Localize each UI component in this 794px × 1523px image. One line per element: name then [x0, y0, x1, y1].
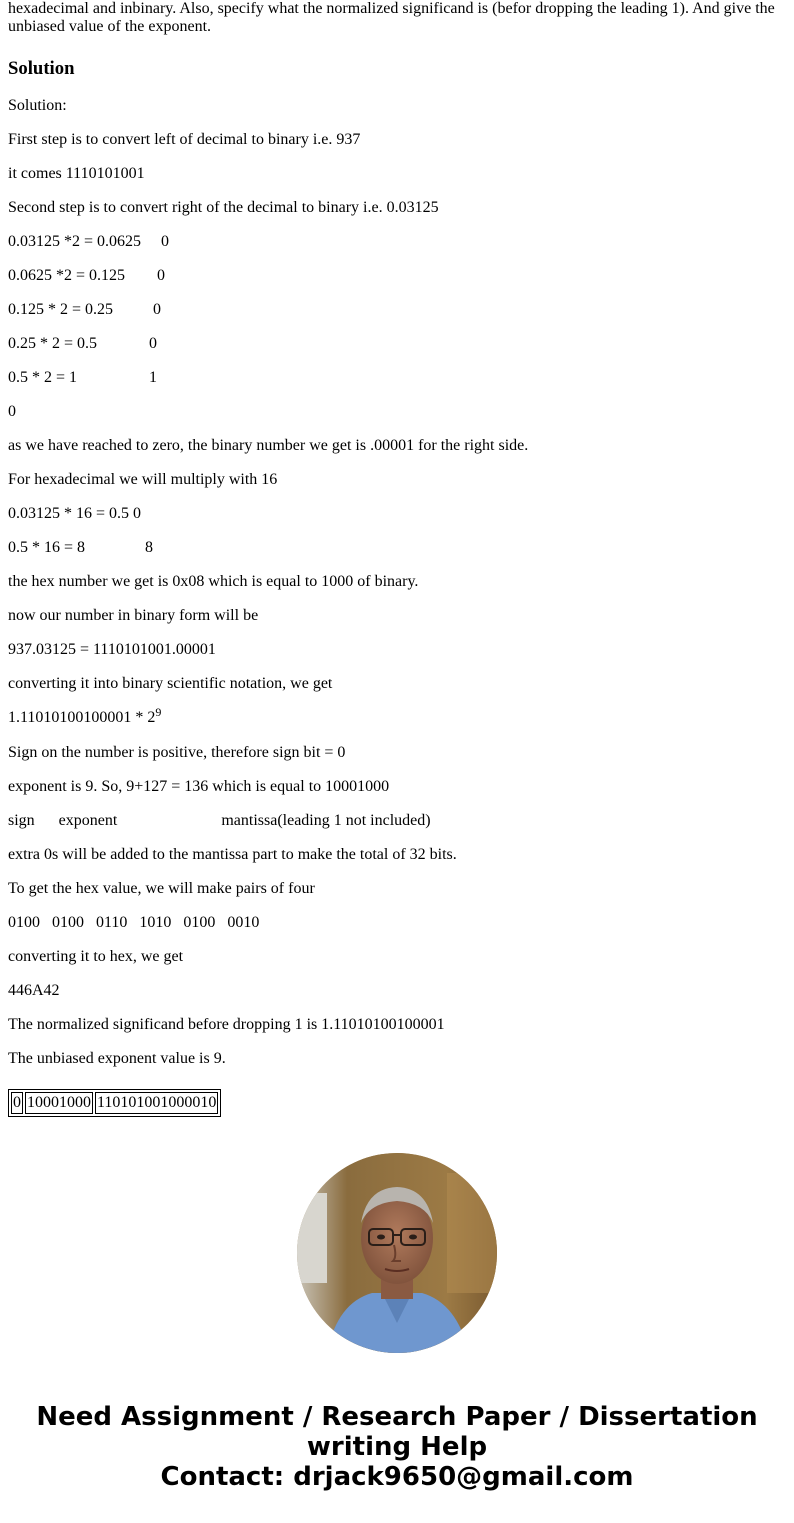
solution-line: Sign on the number is positive, therefore sign bit = 0 — [8, 744, 346, 761]
footer-contact-email: Contact: drjack9650@gmail.com — [160, 1462, 634, 1492]
scientific-notation-line — [8, 705, 788, 744]
solution-line: 0.03125 *2 = 0.0625 0 — [8, 233, 170, 250]
footer-line-2: writing Help — [306, 1432, 488, 1462]
solution-body — [8, 97, 788, 1084]
solution-line: 0.5 * 2 = 1 1 — [8, 369, 158, 386]
solution-line: 0.03125 * 16 = 0.5 0 — [8, 505, 142, 522]
solution-line: For hexadecimal we will multiply with 16 — [8, 471, 278, 488]
solution-line: the hex number we get is 0x08 which is equal to 1000 of binary. — [8, 573, 419, 590]
solution-line: 0.5 * 16 = 8 8 — [8, 539, 154, 556]
solution-line: sign exponent mantissa(leading 1 not included) — [8, 812, 431, 829]
solution-line: 937.03125 = 1110101001.00001 — [8, 641, 216, 658]
exponent-bits-cell: 10001000 — [25, 1092, 93, 1114]
solution-line: 446A42 — [8, 982, 60, 999]
solution-line: converting it into binary scientific notation, we get — [8, 675, 333, 692]
table-row — [11, 1092, 218, 1114]
solution-line: First step is to convert left of decimal to binary i.e. 937 — [8, 131, 361, 148]
scientific-base: 1.11010100100001 * 2 — [8, 709, 156, 726]
solution-line: The unbiased exponent value is 9. — [8, 1050, 226, 1067]
solution-line: To get the hex value, we will make pairs of four — [8, 880, 315, 897]
ieee-bits-table — [8, 1089, 221, 1117]
footer-contact — [0, 1402, 794, 1492]
sign-bit-cell: 0 — [11, 1092, 23, 1114]
solution-line: Second step is to convert right of the decimal to binary i.e. 0.03125 — [8, 199, 439, 216]
solution-line: exponent is 9. So, 9+127 = 136 which is equal to 10001000 — [8, 778, 390, 795]
solution-line: 0.125 * 2 = 0.25 0 — [8, 301, 162, 318]
scientific-exponent: 9 — [155, 705, 162, 719]
footer-line-1: Need Assignment / Research Paper / Dissertation — [36, 1402, 758, 1432]
solution-line: as we have reached to zero, the binary number we get is .00001 for the right side. — [8, 437, 529, 454]
solution-line: now our number in binary form will be — [8, 607, 259, 624]
solution-line: The normalized significand before dropping 1 is 1.11010100100001 — [8, 1016, 445, 1033]
solution-line: 0 — [8, 403, 16, 420]
question-line-1: hexadecimal and inbinary. Also, specify what the normalized significand is (befor dropping the leading 1). And give the — [8, 0, 775, 17]
solution-heading: Solution — [8, 58, 75, 79]
solution-line: converting it to hex, we get — [8, 948, 184, 965]
question-text — [8, 0, 788, 40]
solution-line: 0100 0100 0110 1010 0100 0010 — [8, 914, 260, 931]
solution-line: 0.25 * 2 = 0.5 0 — [8, 335, 158, 352]
question-line-2: unbiased value of the exponent. — [8, 18, 212, 35]
author-avatar — [297, 1153, 497, 1353]
solution-line: Solution: — [8, 97, 67, 114]
solution-line: extra 0s will be added to the mantissa part to make the total of 32 bits. — [8, 846, 457, 863]
solution-line: it comes 1110101001 — [8, 165, 145, 182]
solution-line: 0.0625 *2 = 0.125 0 — [8, 267, 166, 284]
mantissa-bits-cell: 110101001000010 — [95, 1092, 218, 1114]
avatar-portrait-image — [297, 1153, 497, 1353]
